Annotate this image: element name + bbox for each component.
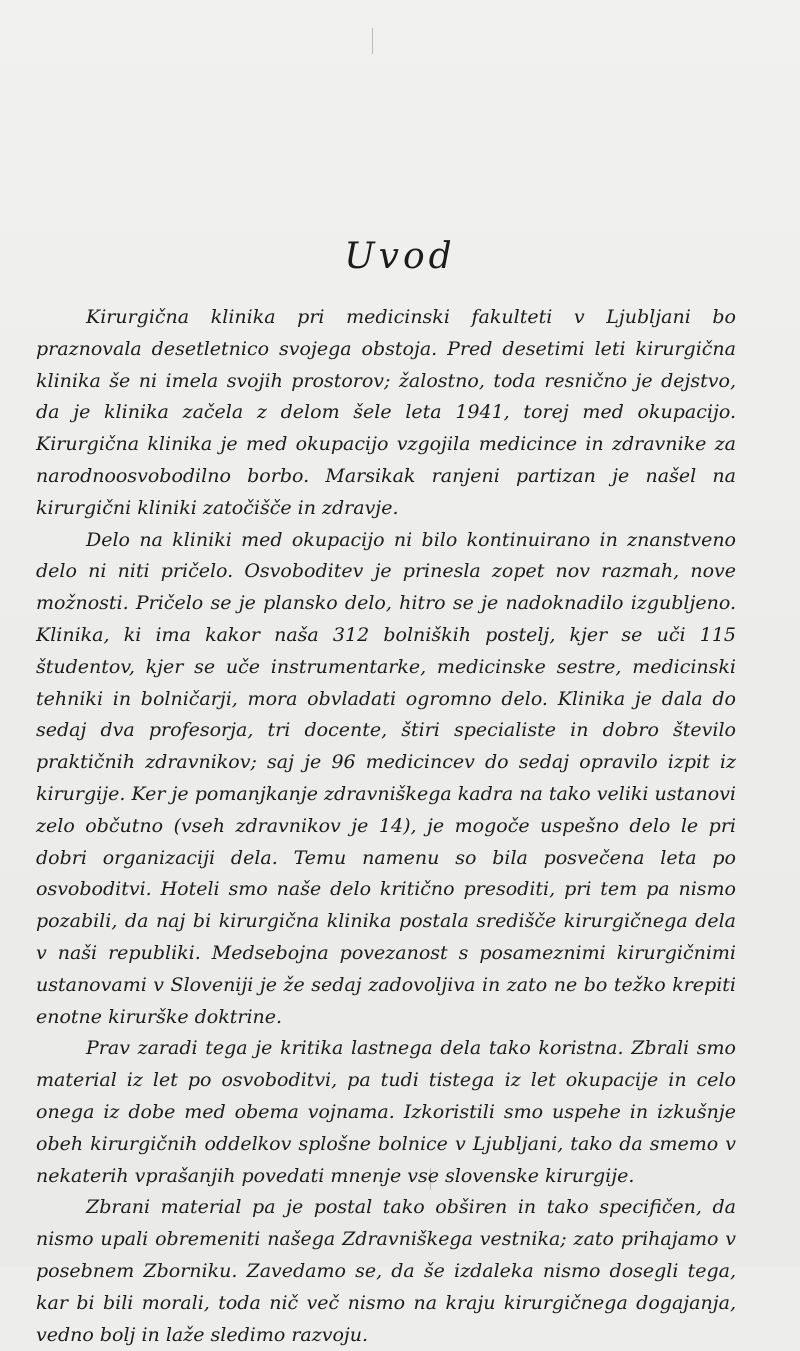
paragraph-4: Zbrani material pa je postal tako obširen in tako specifičen, da nismo upali obremeniti našega Zdravniškega vestnika; zato prihajamo v posebnem Zborniku. Zavedamo se, da še izdaleka nismo dosegli tega, kar bi bili morali, toda nič več nismo na kraju kirurgičnega dogajanja, vedno bolj in laže sledimo razvoju. (36, 1196, 736, 1346)
paragraph-1: Kirurgična klinika pri medicinski fakulteti v Ljubljani bo praznovala desetletnico svojega obstoja. Pred desetimi leti kirurgična klinika še ni imela svojih prostorov; žalostno, toda resnično je dejstvo, da je klinika začela z delom šele leta 1941, torej med okupacijo. Kirurgična klinika je med okupacijo vzgojila medicince in zdravnike za narodnoosvobodilno borbo. Marsikak ranjeni partizan je našel na kirurgični kliniki zatočišče in zdravje. (36, 306, 736, 519)
paragraph-3: Prav zaradi tega je kritika lastnega dela tako koristna. Zbrali smo material iz let po osvoboditvi, pa tudi tistega iz let okupacije in celo onega iz dobe med obema vojnama. Izkoristili smo uspehe in izkušnje obeh kirurgičnih oddelkov splošne bolnice v Ljubljani, tako da smemo v nekaterih vprašanjih povedati mnenje vse slovenske kirurgije. (36, 1037, 736, 1187)
document-title: Uvod (344, 236, 456, 277)
stray-mark-top (372, 28, 373, 54)
document-body (36, 302, 736, 1351)
paragraph-2: Delo na kliniki med okupacijo ni bilo kontinuirano in znanstveno delo ni niti pričelo. Osvoboditev je prinesla zopet nov razmah, nove možnosti. Pričelo se je plansko delo, hitro se je nadoknadilo izgubljeno. Klinika, ki ima kakor naša 312 bolniških postelj, kjer se uči 115 študentov, kjer se uče instrumentarke, medicinske sestre, medicinski tehniki in bolničarji, mora obvladati ogromno delo. Klinika je dala do sedaj dva profesorja, tri docente, štiri specialiste in dobro število praktičnih zdravnikov; saj je 96 medicincev do sedaj opravilo izpit iz kirurgije. Ker je pomanjkanje zdravniškega kadra na tako veliki ustanovi zelo občutno (vseh zdravnikov je 14), je mogoče uspešno delo le pri dobri organizaciji dela. Temu namenu so bila posvečena leta po osvoboditvi. Hoteli smo naše delo kritično presoditi, pri tem pa nismo pozabili, da naj bi kirurgična klinika postala središče kirurgičnega dela v naši republiki. Medsebojna povezanost s posameznimi kirurgičnimi ustanovami v Sloveniji je že sedaj zadovoljiva in zato ne bo težko krepiti enotne kirurške doktrine. (36, 528, 736, 1028)
